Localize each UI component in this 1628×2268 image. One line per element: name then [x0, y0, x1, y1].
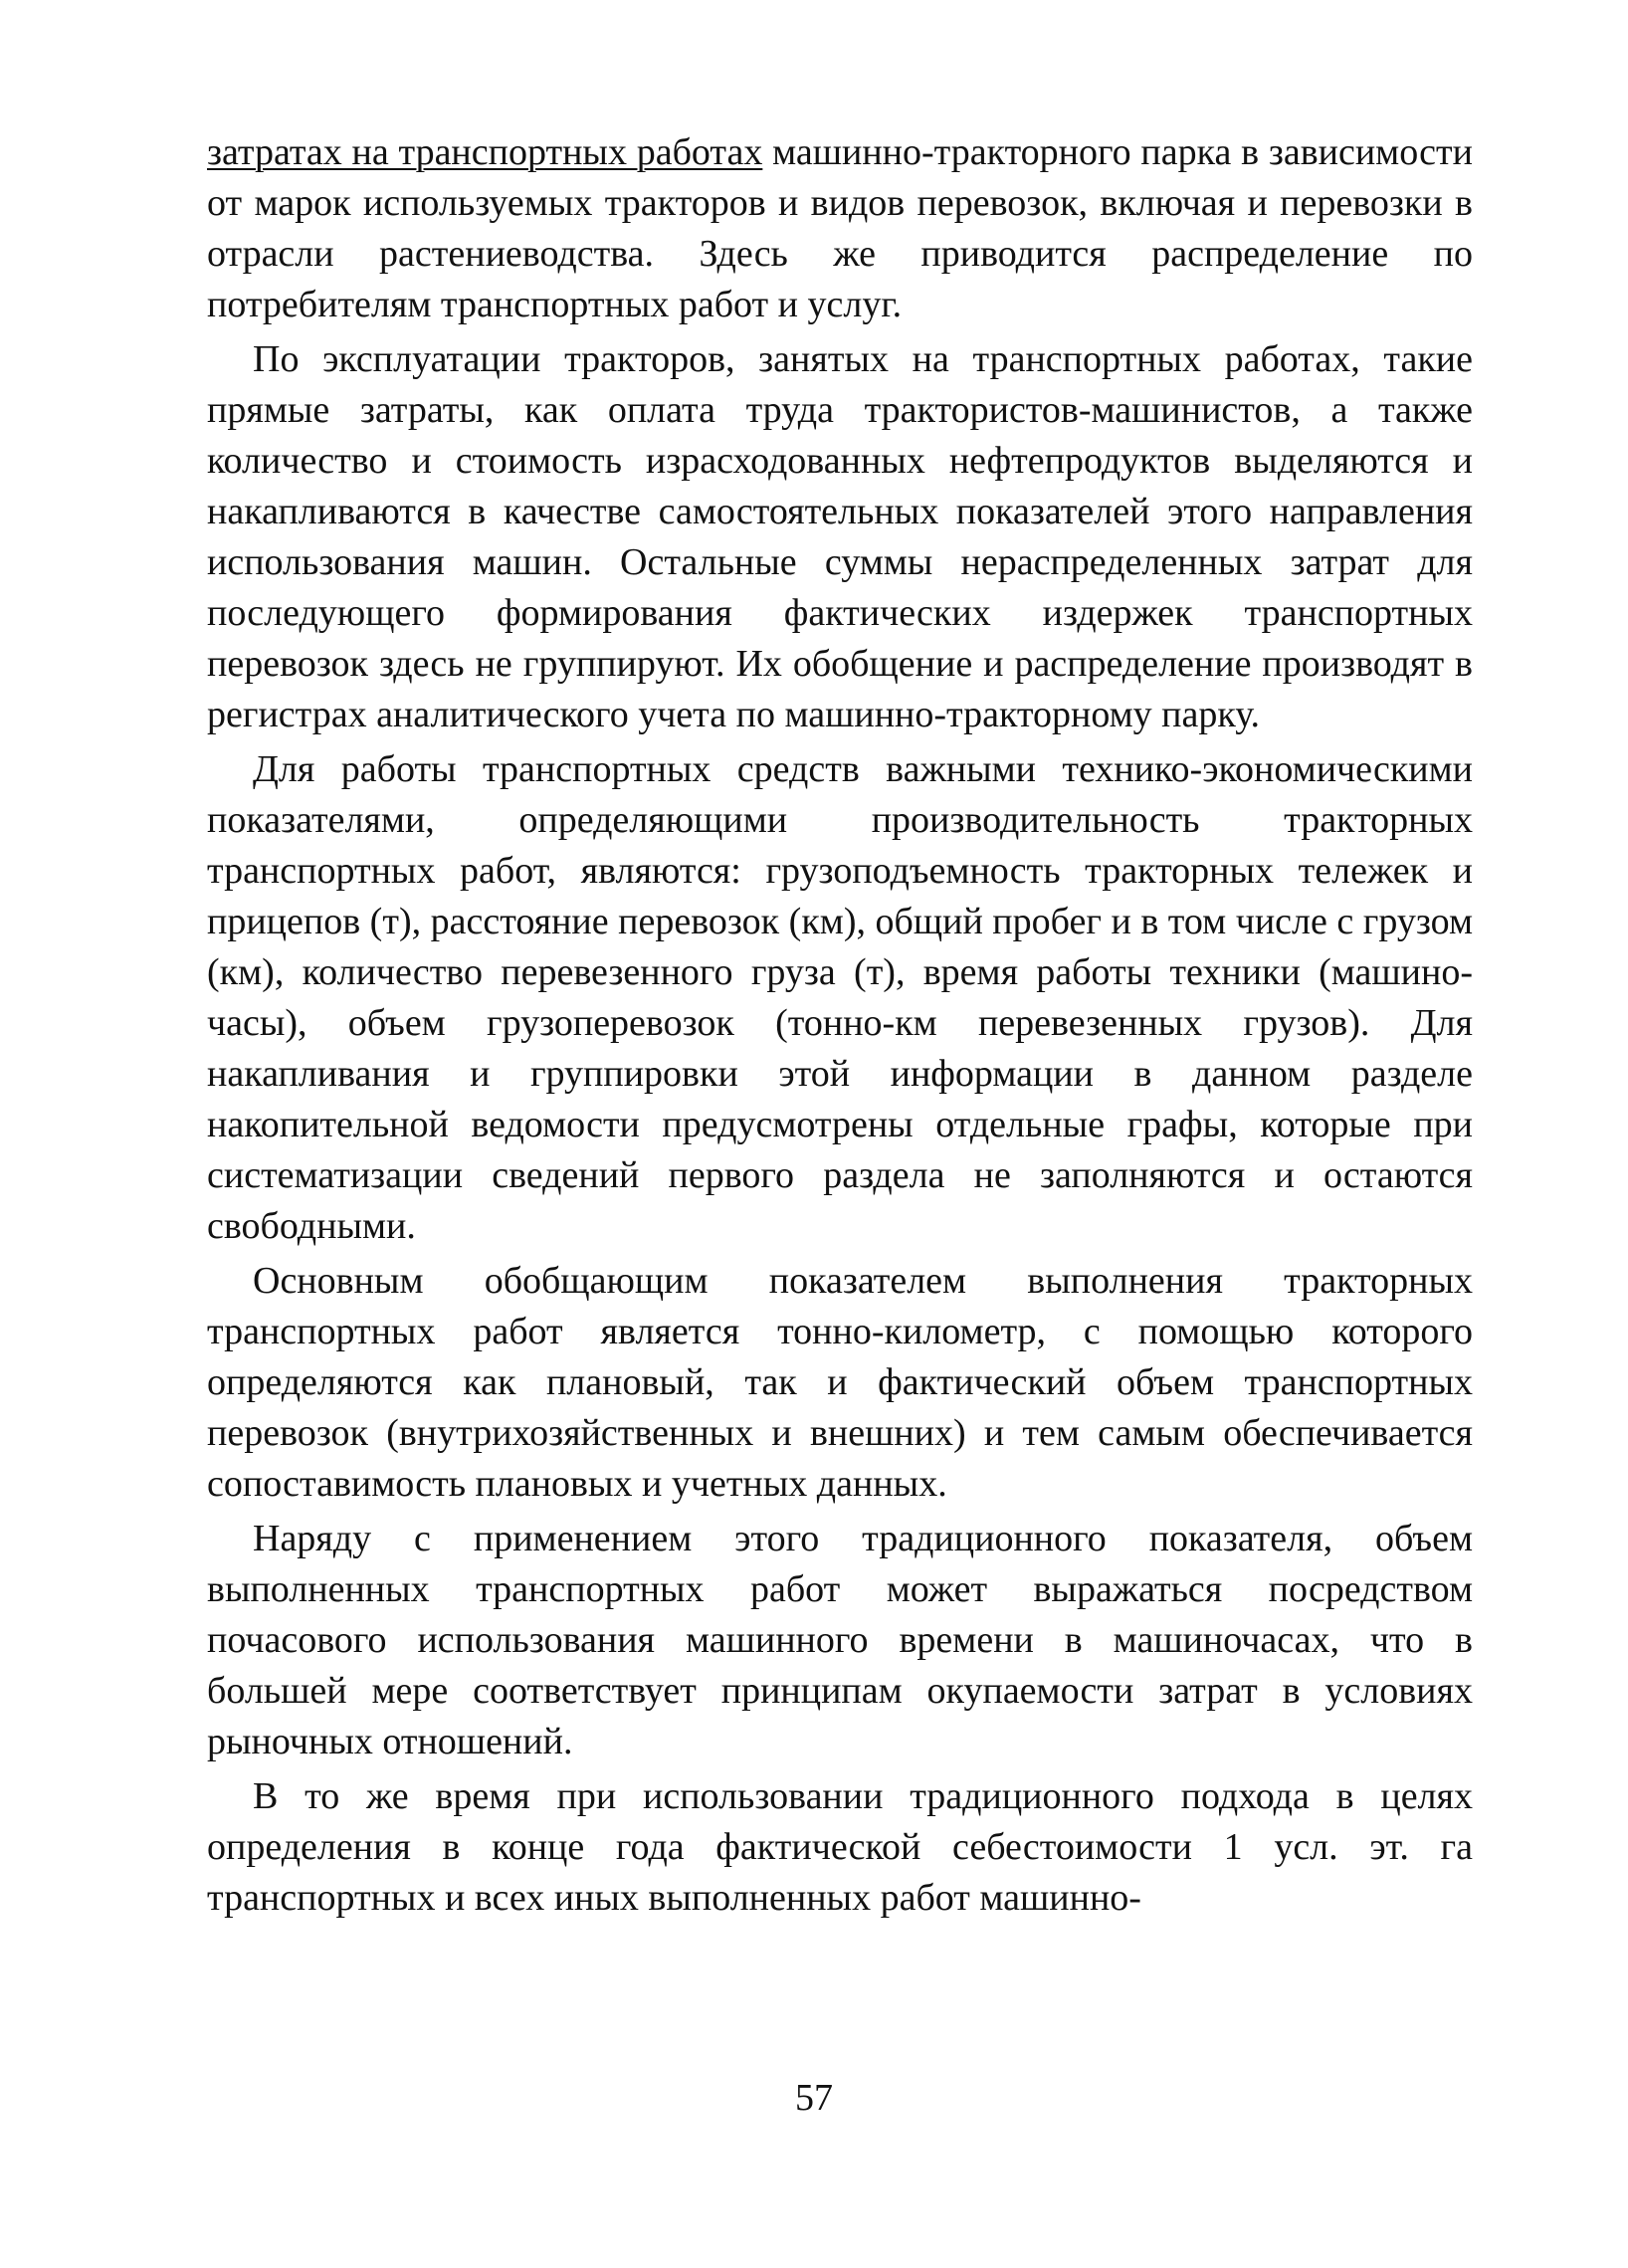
paragraph-text: машинно-тракторного парка в зависимости от марок используемых тракторов и видов перевозок, включая и перевозки в отрасли растениеводства. Здесь же приводится распределение по потребителям транспортных работ и услуг.: [207, 131, 1473, 325]
underlined-lead-text: затратах на транспортных работах: [207, 131, 763, 173]
paragraph: В то же время при использовании традиционного подхода в целях определения в конце года фактической себестоимости 1 усл. эт. га транспортных и всех иных выполненных работ машинно-: [207, 1775, 1473, 1919]
paragraph-continuation: [207, 127, 1473, 330]
paragraph: Основным обобщающим показателем выполнения тракторных транспортных работ является тонно-километр, с помощью которого определяются как плановый, так и фактический объем транспортных перевозок (внутрихозяйственных и внешних) и тем самым обеспечивается сопоставимость плановых и учетных данных.: [207, 1260, 1473, 1505]
page-body: [207, 127, 1473, 1928]
paragraph: Для работы транспортных средств важными технико-экономическими показателями, определяющими производительность тракторных транспортных работ, являются: грузоподъемность тракторных тележек и прицепов (т), расстояние перевозок (км), общий пробег и в том числе с грузом (км), количество перевезенного груза (т), время работы техники (машино-часы), объем грузоперевозок (тонно-км перевезенных грузов). Для накапливания и группировки этой информации в данном разделе накопительной ведомости предусмотрены отдельные графы, которые при систематизации сведений первого раздела не заполняются и остаются свободными.: [207, 748, 1473, 1247]
page-number: 57: [795, 2077, 833, 2119]
paragraph: По эксплуатации тракторов, занятых на транспортных работах, такие прямые затраты, как оплата труда трактористов-машинистов, а также количество и стоимость израсходованных нефтепродуктов выделяются и накапливаются в качестве самостоятельных показателей этого направления использования машин. Остальные суммы нераспределенных затрат для последующего формирования фактических издержек транспортных перевозок здесь не группируют. Их обобщение и распределение производят в регистрах аналитического учета по машинно-тракторному парку.: [207, 338, 1473, 735]
paragraph: Наряду с применением этого традиционного показателя, объем выполненных транспортных работ может выражаться посредством почасового использования машинного времени в машиночасах, что в большей мере соответствует принципам окупаемости затрат в условиях рыночных отношений.: [207, 1518, 1473, 1762]
